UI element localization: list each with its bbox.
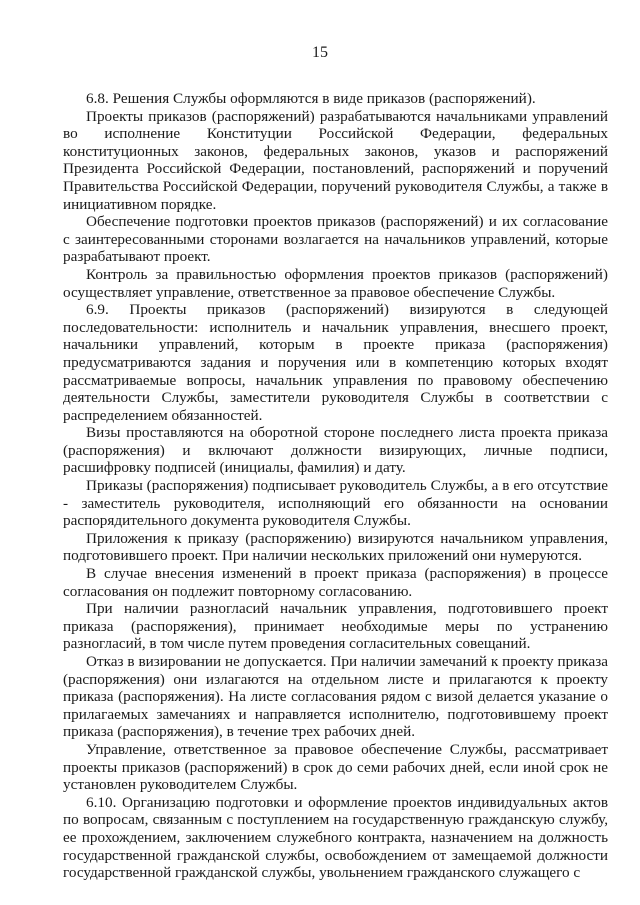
page-number: 15: [312, 44, 328, 61]
paragraph-6-8: 6.8. Решения Службы оформляются в виде приказов (распоряжений).: [86, 90, 536, 107]
paragraph-signing: Приказы (распоряжения) подписывает руководитель Службы, а в его отсутствие - заместитель руководителя, исполняющий его обязанности на основании распорядительного документа руководителя Службы.: [63, 477, 608, 530]
paragraph-drafts-developers: Проекты приказов (распоряжений) разрабатываются начальниками управлений во исполнение Конституции Российской Федерации, федеральных конституционных законов, федеральных законов, указов и распоряжений Президента Российской Федерации, постановлений, распоряжений и поручений Правительства Российской Федерации, поручений руководителя Службы, а также в инициативном порядке.: [63, 107, 608, 213]
paragraph-visas: Визы проставляются на оборотной стороне последнего листа проекта приказа (распоряжения) и включают должности визирующих, личные подписи, расшифровку подписей (инициалы, фамилия) и дату.: [63, 424, 608, 477]
paragraph-6-9: 6.9. Проекты приказов (распоряжений) визируются в следующей последовательности: исполнитель и начальник управления, внесшего проект, начальники управлений, которым в проекте приказа (распоряжения) предусматриваются задания и поручения или в компетенцию которых входят рассматриваемые вопросы, начальник управления по правовому обеспечению деятельности Службы, заместители руководителя Службы в соответствии с распределением обязанностей.: [63, 301, 608, 424]
paragraph-refusal: Отказ в визировании не допускается. При наличии замечаний к проекту приказа (распоряжения) они излагаются на отдельном листе и прилагаются к проекту приказа (распоряжения). На листе согласования рядом с визой делается указание о прилагаемых замечаниях и направляется исполнителю, подготовившему проект приказа (распоряжения), в течение трех рабочих дней.: [63, 653, 608, 741]
paragraph-legal-review-term: Управление, ответственное за правовое обеспечение Службы, рассматривает проекты приказов (распоряжений) в срок до семи рабочих дней, если иной срок не установлен руководителем Службы.: [63, 740, 608, 794]
paragraph-disagreements: При наличии разногласий начальник управления, подготовившего проект приказа (распоряжения), принимает необходимые меры по устранению разногласий, в том числе путем проведения согласительных совещаний.: [63, 600, 608, 653]
paragraph-preparation-approval: Обеспечение подготовки проектов приказов (распоряжений) и их согласование с заинтересованными сторонами возлагается на начальников управлений, которые разрабатывают проект.: [63, 213, 608, 266]
paragraph-legal-control: Контроль за правильностью оформления проектов приказов (распоряжений) осуществляет управление, ответственное за правовое обеспечение Службы.: [63, 265, 608, 301]
document-body: [63, 90, 608, 882]
paragraph-changes: В случае внесения изменений в проект приказа (распоряжения) в процессе согласования он подлежит повторному согласованию.: [63, 565, 608, 600]
paragraph-appendices: Приложения к приказу (распоряжению) визируются начальником управления, подготовившего проект. При наличии нескольких приложений они нумеруются.: [63, 529, 608, 565]
paragraph-6-10: 6.10. Организацию подготовки и оформление проектов индивидуальных актов по вопросам, связанным с поступлением на государственную гражданскую службу, ее прохождением, заключением служебного контракта, назначением на должность государственной гражданской службы, освобождением от замещаемой должности государственной гражданской службы, увольнением гражданского служащего с: [63, 793, 608, 882]
